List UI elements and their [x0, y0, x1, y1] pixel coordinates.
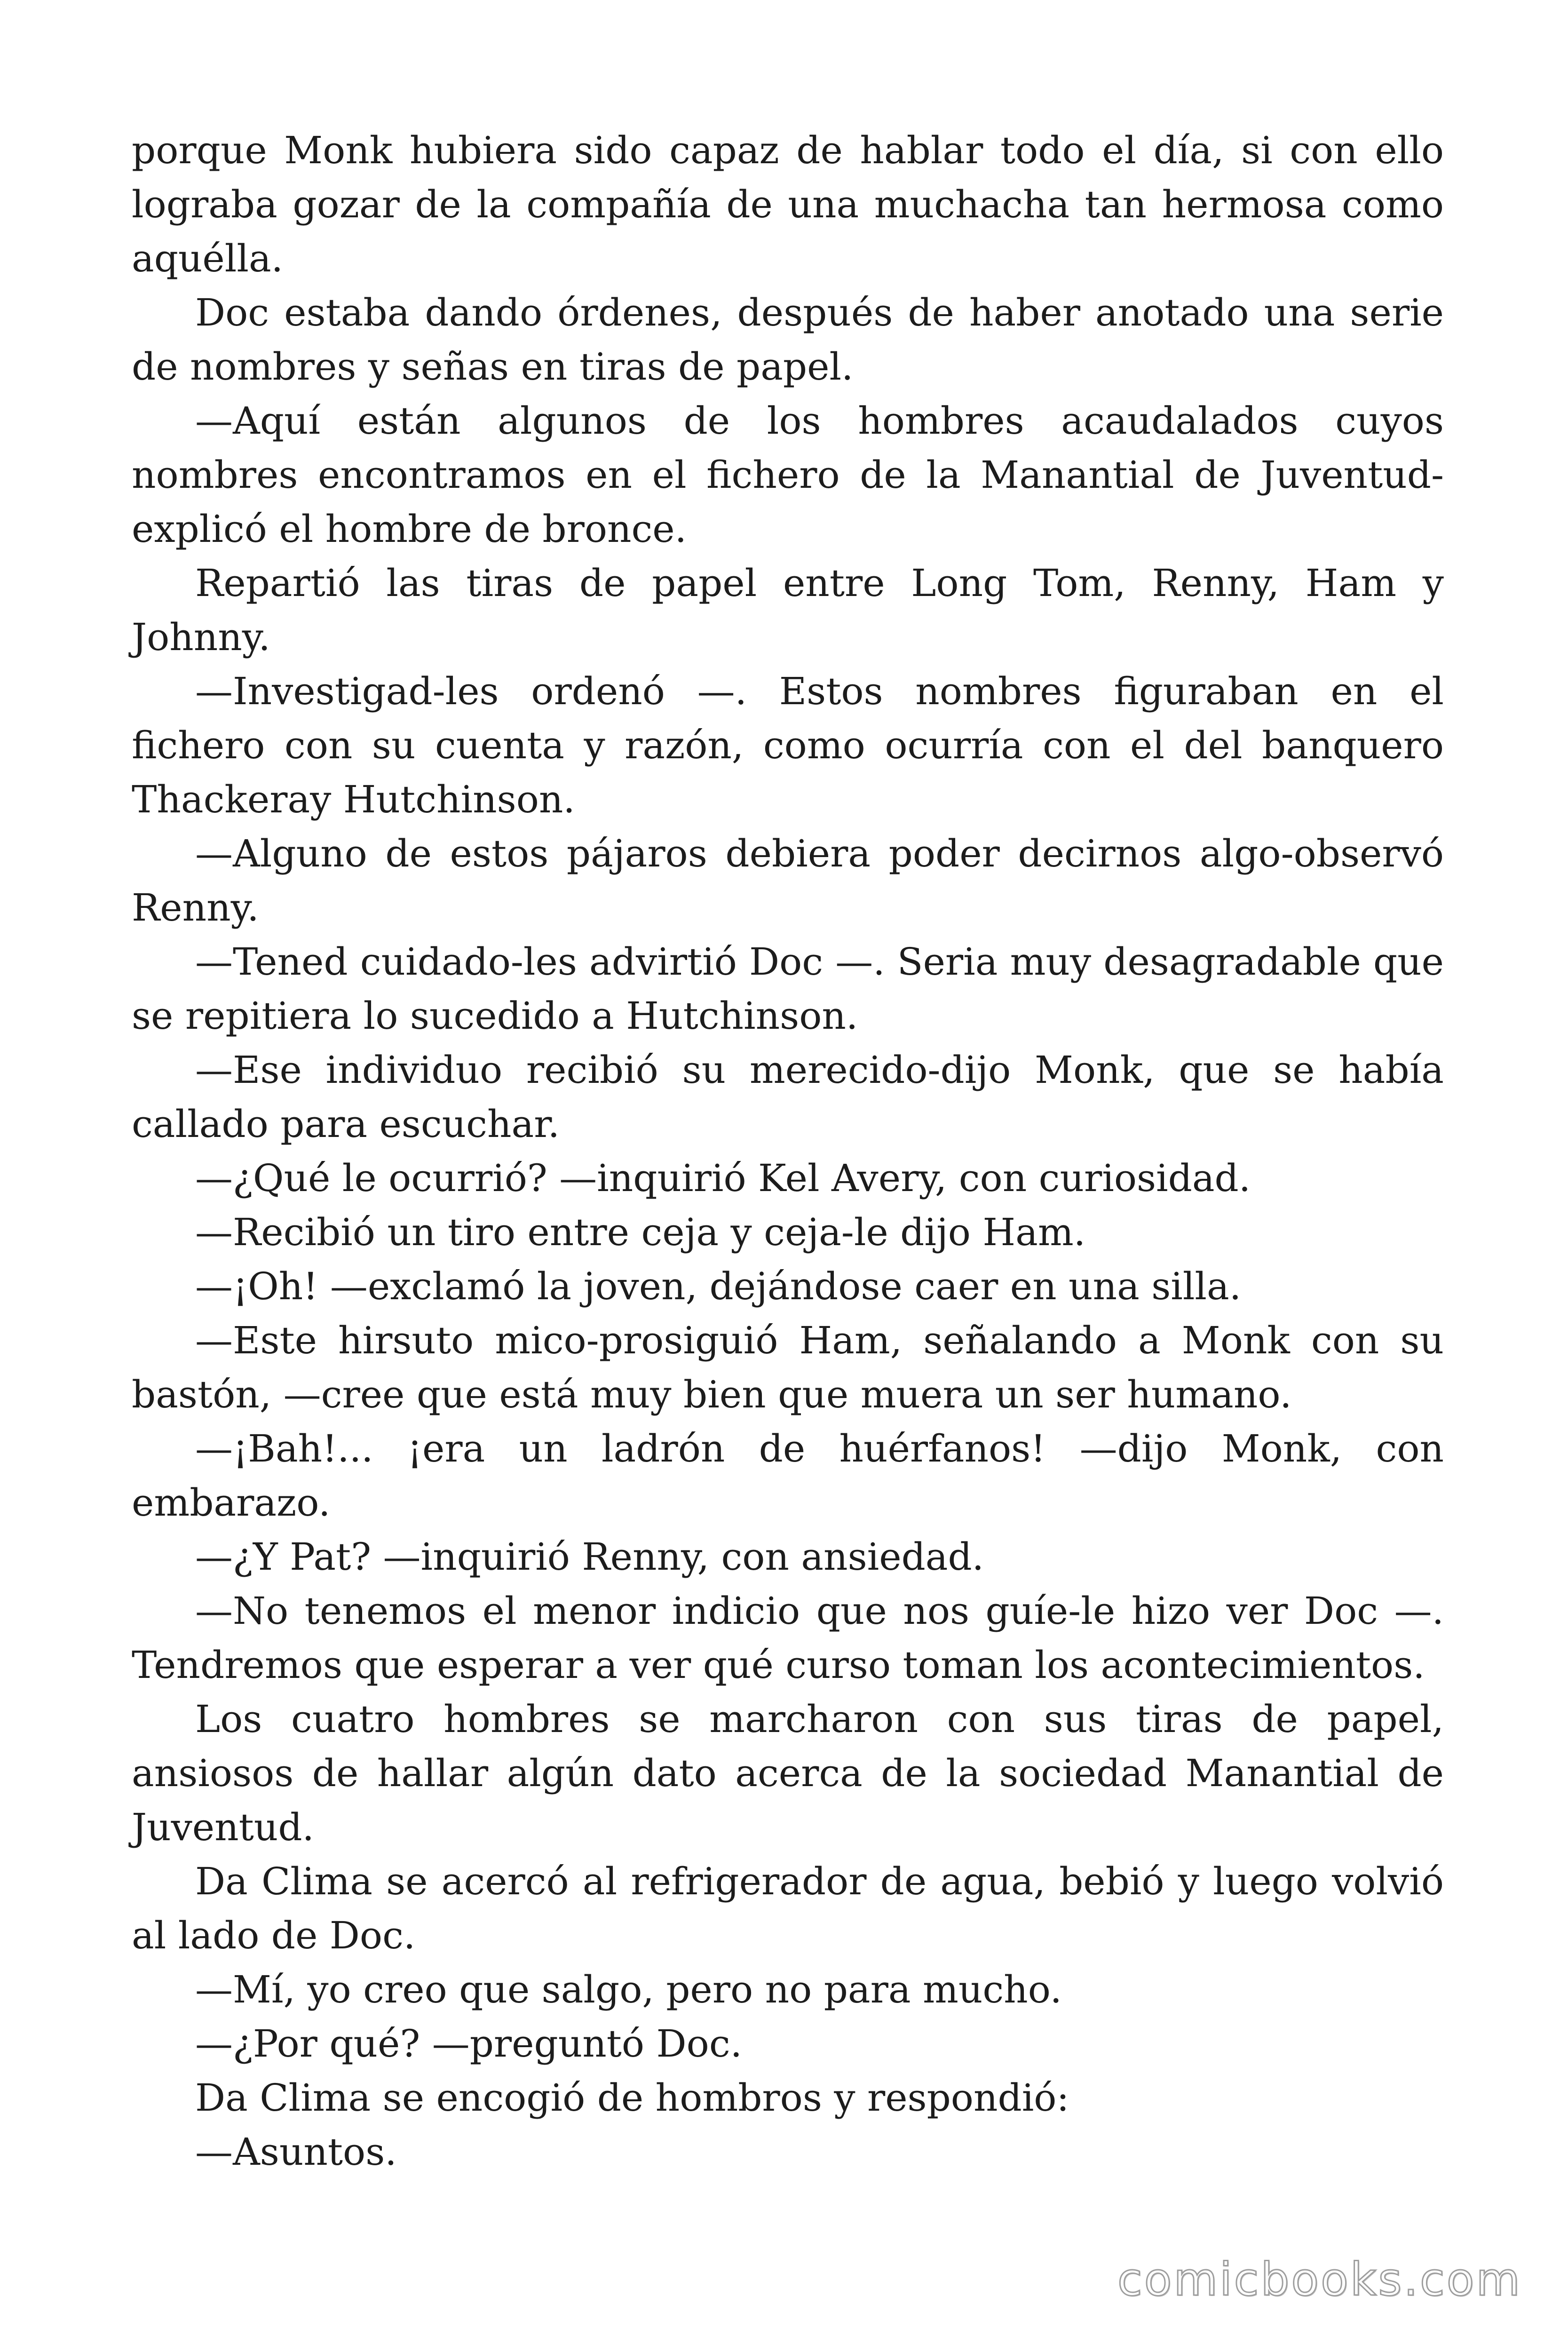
paragraph-5: —Investigad-les ordenó —. Estos nombres figuraban en el fichero con su cuenta y razón, como ocurría con el del banquero Thackeray Hutchinson.: [132, 669, 1444, 821]
paragraph-16: Los cuatro hombres se marcharon con sus tiras de papel, ansiosos de hallar algún dato acerca de la sociedad Manantial de Juventud.: [132, 1697, 1444, 1849]
paragraph-3: —Aquí están algunos de los hombres acaudalados cuyos nombres encontramos en el fichero de la Manantial de Juventud-explicó el hombre de bronce.: [132, 399, 1444, 551]
paragraph-7: —Tened cuidado-les advirtió Doc —. Seria muy desagradable que se repitiera lo sucedido a Hutchinson.: [132, 940, 1444, 1038]
paragraph-11: —¡Oh! —exclamó la joven, dejándose caer en una silla.: [195, 1264, 1242, 1308]
paragraph-10: —Recibió un tiro entre ceja y ceja-le dijo Ham.: [195, 1210, 1086, 1254]
page-text: [132, 123, 1444, 2179]
paragraph-14: —¿Y Pat? —inquirió Renny, con ansiedad.: [195, 1535, 984, 1579]
paragraph-4: Repartió las tiras de papel entre Long Tom, Renny, Ham y Johnny.: [132, 561, 1444, 659]
paragraph-19: —¿Por qué? —preguntó Doc.: [195, 2022, 743, 2066]
paragraph-8: —Ese individuo recibió su merecido-dijo Monk, que se había callado para escuchar.: [132, 1048, 1444, 1146]
paragraph-20: Da Clima se encogió de hombros y respondió:: [195, 2076, 1069, 2120]
paragraph-2: Doc estaba dando órdenes, después de haber anotado una serie de nombres y señas en tiras de papel.: [132, 291, 1444, 389]
paragraph-9: —¿Qué le ocurrió? —inquirió Kel Avery, con curiosidad.: [195, 1156, 1251, 1200]
paragraph-13: —¡Bah!... ¡era un ladrón de huérfanos! —dijo Monk, con embarazo.: [132, 1427, 1444, 1525]
paragraph-12: —Este hirsuto mico-prosiguió Ham, señalando a Monk con su bastón, —cree que está muy bien que muera un ser humano.: [132, 1319, 1444, 1416]
paragraph-21: —Asuntos.: [195, 2130, 397, 2174]
paragraph-1: porque Monk hubiera sido capaz de hablar todo el día, si con ello lograba gozar de la compañía de una muchacha tan hermosa como aquélla.: [132, 128, 1444, 280]
watermark-logo: comicbooks.com: [1117, 2253, 1522, 2306]
paragraph-15: —No tenemos el menor indicio que nos guíe-le hizo ver Doc —. Tendremos que esperar a ver qué curso toman los acontecimientos.: [132, 1589, 1444, 1687]
paragraph-18: —Mí, yo creo que salgo, pero no para mucho.: [195, 1968, 1062, 2011]
paragraph-17: Da Clima se acercó al refrigerador de agua, bebió y luego volvió al lado de Doc.: [132, 1859, 1444, 1957]
paragraph-6: —Alguno de estos pájaros debiera poder decirnos algo-observó Renny.: [132, 832, 1444, 930]
